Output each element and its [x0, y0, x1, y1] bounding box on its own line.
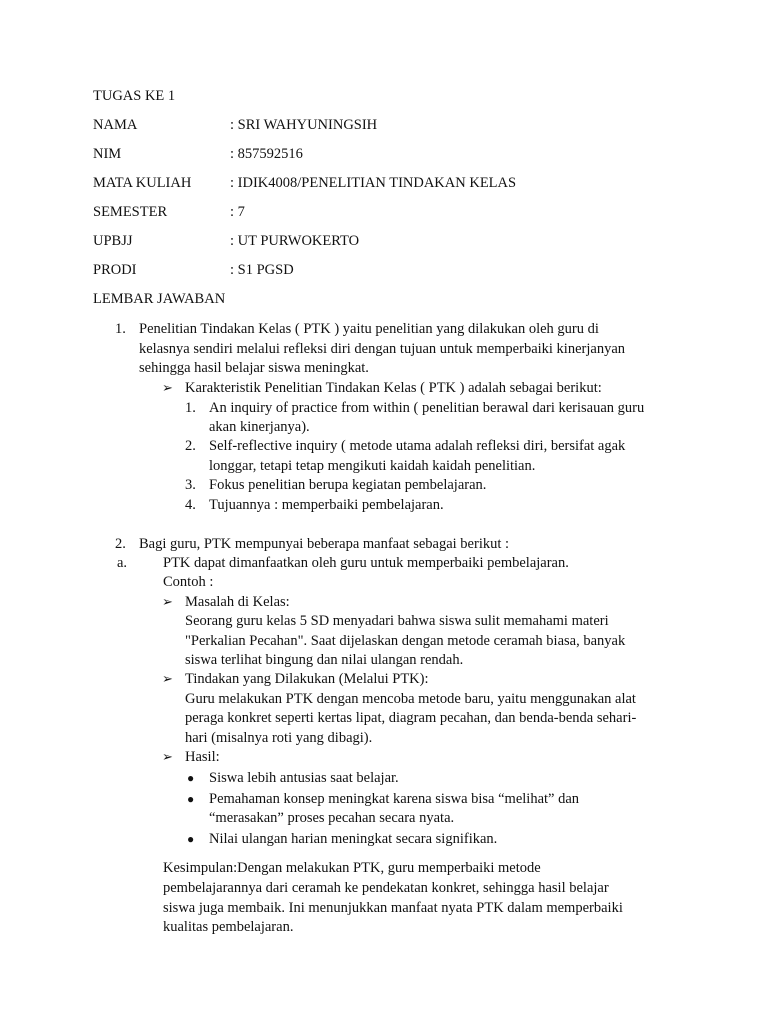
hasil-item-line: Nilai ulangan harian meningkat secara signifikan.	[209, 831, 498, 847]
q2-number: 2.	[115, 536, 126, 552]
arrow-bullet-icon: ➢	[162, 380, 173, 395]
q1-item-line: akan kinerjanya).	[209, 419, 310, 435]
q1-item-line: longgar, tetapi tetap mengikuti kaidah kaidah penelitian.	[209, 458, 536, 474]
value-nim: : 857592516	[230, 146, 303, 162]
q2-a-line: PTK dapat dimanfaatkan oleh guru untuk memperbaiki pembelajaran.	[163, 555, 569, 571]
q1-item-line: Tujuannya : memperbaiki pembelajaran.	[209, 497, 444, 513]
dot-bullet-icon: ●	[187, 792, 195, 806]
label-semester: SEMESTER	[93, 204, 168, 220]
value-mata-kuliah: : IDIK4008/PENELITIAN TINDAKAN KELAS	[230, 175, 517, 191]
tindakan-line: Guru melakukan PTK dengan mencoba metode baru, yaitu menggunakan alat	[185, 691, 636, 707]
label-upbjj: UPBJJ	[93, 233, 133, 249]
q1-item-number: 4.	[185, 497, 196, 513]
label-mata-kuliah: MATA KULIAH	[93, 175, 192, 191]
arrow-bullet-icon: ➢	[162, 671, 173, 686]
kesimpulan-line: Kesimpulan:Dengan melakukan PTK, guru memperbaiki metode	[163, 860, 541, 876]
q1-line: kelasnya sendiri melalui refleksi diri dengan tujuan untuk memperbaiki kinerjanyan	[139, 341, 626, 357]
masalah-line: Seorang guru kelas 5 SD menyadari bahwa siswa sulit memahami materi	[185, 613, 609, 629]
kesimpulan-line: siswa juga membaik. Ini menunjukkan manfaat nyata PTK dalam memperbaiki	[163, 900, 623, 916]
masalah-line: "Perkalian Pecahan". Saat dijelaskan dengan metode ceramah biasa, banyak	[185, 633, 626, 649]
q1-line: sehingga hasil belajar siswa meningkat.	[139, 360, 369, 376]
hasil-item-line: “merasakan” proses pecahan secara nyata.	[209, 810, 455, 826]
hasil-item-line: Pemahaman konsep meningkat karena siswa bisa “melihat” dan	[209, 791, 580, 807]
masalah-line: siswa terlihat bingung dan nilai ulangan rendah.	[185, 652, 464, 668]
tindakan-line: hari (misalnya roti yang dibagi).	[185, 730, 373, 746]
value-nama: : SRI WAHYUNINGSIH	[230, 117, 378, 133]
q1-item-number: 3.	[185, 477, 196, 493]
dot-bullet-icon: ●	[187, 771, 195, 785]
arrow-bullet-icon: ➢	[162, 749, 173, 764]
q2-line: Bagi guru, PTK mempunyai beberapa manfaat sebagai berikut :	[139, 536, 510, 552]
q1-item-line: An inquiry of practice from within ( penelitian berawal dari kerisauan guru	[209, 400, 645, 416]
hasil-item-line: Siswa lebih antusias saat belajar.	[209, 770, 399, 786]
q1-line: Penelitian Tindakan Kelas ( PTK ) yaitu penelitian yang dilakukan oleh guru di	[139, 321, 599, 337]
q1-item-line: Self-reflective inquiry ( metode utama adalah refleksi diri, bersifat agak	[209, 438, 626, 454]
masalah-heading: Masalah di Kelas:	[185, 594, 290, 610]
tindakan-line: peraga konkret seperti kertas lipat, diagram pecahan, dan benda-benda sehari-	[185, 710, 637, 726]
kesimpulan-line: pembelajarannya dari ceramah ke pendekatan konkret, sehingga hasil belajar	[163, 880, 609, 896]
label-nim: NIM	[93, 146, 122, 162]
value-prodi: : S1 PGSD	[230, 262, 294, 278]
value-semester: : 7	[230, 204, 245, 220]
q2-a-label: a.	[117, 555, 128, 571]
q2-contoh: Contoh :	[163, 574, 214, 590]
assignment-title: TUGAS KE 1	[93, 88, 176, 104]
dot-bullet-icon: ●	[187, 832, 195, 846]
q1-item-number: 1.	[185, 400, 196, 416]
q1-number: 1.	[115, 321, 126, 337]
value-upbjj: : UT PURWOKERTO	[230, 233, 360, 249]
section-heading: LEMBAR JAWABAN	[93, 291, 226, 307]
label-prodi: PRODI	[93, 262, 137, 278]
label-nama: NAMA	[93, 117, 138, 133]
q1-item-number: 2.	[185, 438, 196, 454]
tindakan-heading: Tindakan yang Dilakukan (Melalui PTK):	[185, 671, 429, 687]
q1-sub-heading: Karakteristik Penelitian Tindakan Kelas ( PTK ) adalah sebagai berikut:	[185, 380, 602, 396]
hasil-heading: Hasil:	[185, 749, 220, 765]
kesimpulan-line: kualitas pembelajaran.	[163, 919, 294, 935]
arrow-bullet-icon: ➢	[162, 594, 173, 609]
q1-item-line: Fokus penelitian berupa kegiatan pembelajaran.	[209, 477, 487, 493]
